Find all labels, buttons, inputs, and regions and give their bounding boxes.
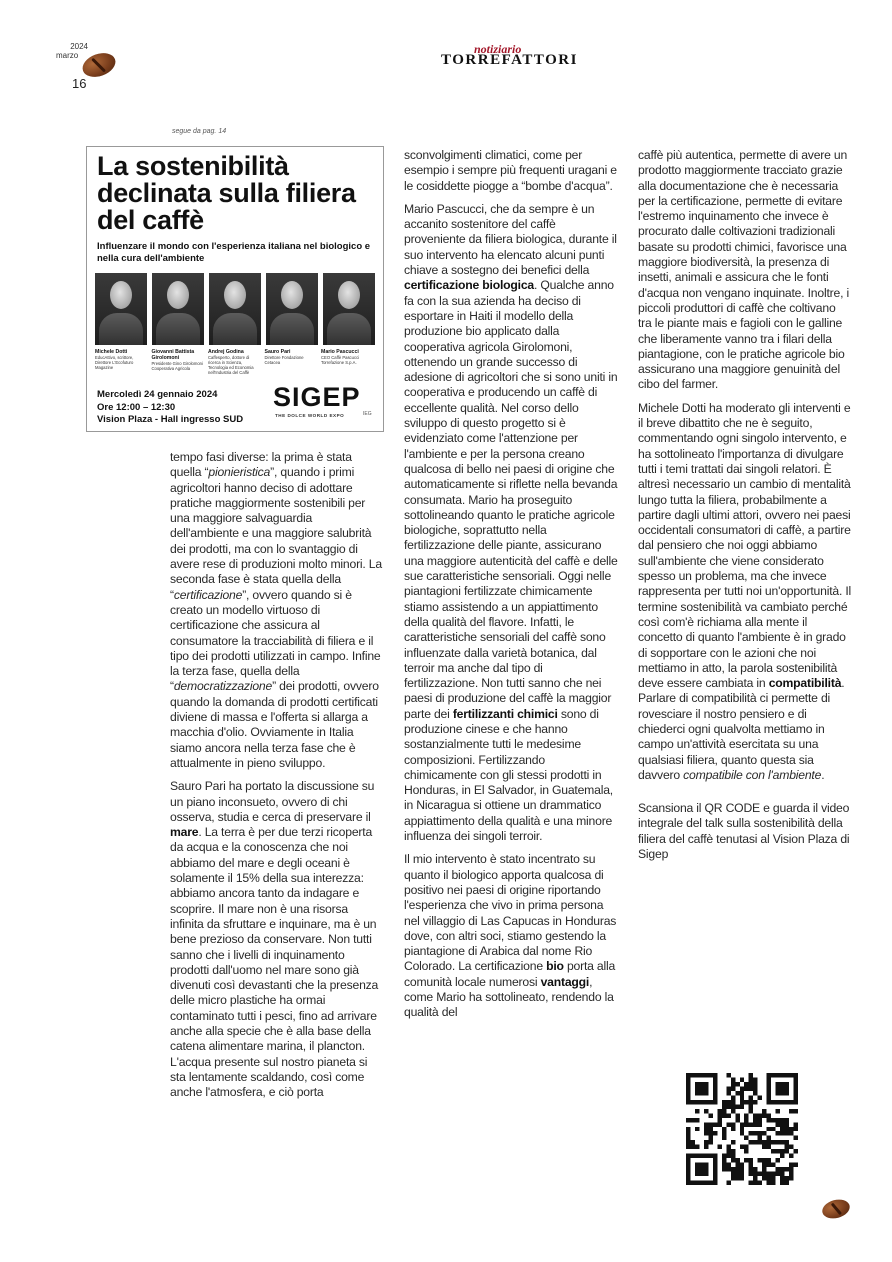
speaker-role: Direttore Fondazione Cetacea [264,355,304,365]
speaker-caption [321,349,375,375]
speaker-photos [95,273,375,345]
speaker-photo [95,273,147,345]
speaker-role: Caffesperto, dottore di ricerca in Scienza, Tecnologia ed Economia nell'Industria del Caffè [208,355,254,375]
speaker-role: CEO Caffè Pascucci Torrefazione S.p.A. [321,355,360,365]
poster-subtitle: Influenzare il mondo con l'esperienza italiana nel biologico e nella cura dell'ambiente [97,241,371,264]
page-number: 16 [72,76,87,91]
brand-notiziario: notiziario [474,42,522,56]
speaker-caption [152,349,206,375]
speaker-caption [265,349,319,375]
issue-month: marzo [56,51,79,60]
speaker-name: Michele Dotti [95,349,128,355]
sigep-tagline: THE DOLCE WORLD EXPO [275,413,345,418]
speaker-name: Sauro Pari [264,349,291,355]
issue-year: 2024 [70,42,88,51]
sigep-logo: SIGEP [273,382,361,412]
paragraph: sconvolgimenti climatici, come per esempio i sempre più frequenti uragani e le cosiddette piogge a “bombe d'acqua”. [404,148,617,193]
speaker-name: Andrej Godina [208,349,244,355]
article-column-2 [404,148,618,1029]
paragraph: caffè più autentica, permette di avere un prodotto maggiormente tracciato grazie alla documentazione che è necessaria per la certificazione, permette di evitare l'estremo inquinamento che invece è procurato dalle coltivazioni tradizionali basate su prodotti chimici, favorisce una maggiore biodiversità, la presenza di insetti, animali e assicura che le fonti d'acqua non vengano inquinate. Inoltre, i piccoli produttori di caffè che coltivano tra le piante mais e fagioli con le galline che liberamente vanno tra i filari della piantagione, con le pratiche agricole bio assicurano una maggiore genuinità del cibo del farmer. [638,148,849,392]
article-column-1 [170,450,384,1108]
event-details [97,389,243,427]
article-column-3 [638,148,852,870]
speaker-photo [266,273,318,345]
paragraph: Mario Pascucci, che da sempre è un accanito sostenitore del caffè proveniente da filiera biologica, durante il suo intervento ha elencato alcuni punti chiave a sostegno dei benefici della certificazione biologica. Qualche anno fa con la sua azienda ha deciso di esportare in Haiti il modello della produzione bio applicato dalla cooperativa agricola Girolomoni, ottenendo un grande successo di adesione di agricoltori che si sono uniti in cooperativa e producendo un caffè di eccellente qualità. Nel corso dello sviluppo di questo progetto si è evidenziato come l'attenzione per l'ambiente e per la persona creano qualcosa di bello nei paesi di origine che automaticamente si riflette nella bevanda consumata. Mario ha proseguito sottolineando quanto le pratiche agricole biologiche, soprattutto nella fertilizzazione delle piante, assicurano una maggiore autenticità del caffè e delle sue caratteristiche sensoriali. Oggi nelle piantagioni fertilizzate chimicamente stiamo assistendo a un appiattimento della qualità del flavore. Infatti, le caratteristiche sensoriali del caffè sono influenzate dalla varietà botanica, dal terroir ma anche dal tipo di fertilizzazione. Non tutti sanno che nei paesi di produzione del caffè la maggior parte dei fertilizzanti chimici sono di produzione cinese e che hanno sostanzialmente tutti le medesime composizioni. Fertilizzando chimicamente con gli stessi prodotti in Honduras, in El Salvador, in Guatemala, in Nicaragua si ottiene un drammatico appiattimento della qualità e una minore influenza dei singoli terroir. [404,201,618,844]
coffee-bean-icon [820,1197,852,1222]
speaker-names [95,349,375,375]
continued-note: segue da pag. 14 [172,128,227,135]
paragraph: Il mio intervento è stato incentrato su quanto il biologico apporta qualcosa di positivo nei paesi di origine riportando l'esperienza che vivo in prima persona nel villaggio di Las Capucas in Honduras dove, con altri soci, stiamo gestendo la piantagione di Arabica dal nome Rio Colorado. La certificazione bio porta alla comunità locale numerosi vantaggi, come Mario ha sottolineato, rendendo la qualità del [404,852,617,1020]
paragraph: tempo fasi diverse: la prima è stata quella “pionieristica”, quando i primi agricoltori hanno deciso di adottare pratiche maggiormente sostenibili per una maggiore salvaguardia dell'ambiente e una maggiore salubrità dei prodotti, ma con lo svantaggio di avere rese di produzioni molto minori. La seconda fase è stata quella della “certificazione”, ovvero quando si è creato un modello virtuoso di certificazione che assicura al consumatore la tracciabilità di filiera e il tipo dei prodotti utilizzati in campo. Infine la terza fase, quella della “democratizzazione” dei prodotti, ovvero quando la domanda di prodotti certificati diviene di massa e l'offerta si allarga a macchia d'olio. Ovviamente in Italia siamo ancora nella terza fase che è attualmente in pieno sviluppo. [170,450,382,770]
speaker-photo [152,273,204,345]
paragraph: Sauro Pari ha portato la discussione su un piano inconsueto, ovvero di chi osserva, studia e cerca di preservare il mare. La terra è per due terzi ricoperta da acqua e la conoscenza che noi abbiamo del mare e degli oceani è solamente il 15% della sua interezza: abbiamo ancora tanto da indagare e scoprire. Il mare non è una risorsa infinita da sfruttare e inquinare, ma è un bene prezioso da conservare. Non tutti sanno che i livelli di inquinamento prodotti dall'uomo nel mare sono già divenuti così devastanti che la presenza delle micro plastiche ha ormai contaminato tutti i pesci, fino ad arrivare anche alla specie che è alla base della catena alimentare marina, il plancton. L'acqua presente sul nostro pianeta si sta lentamente scaldando, così come anche l'atmosfera, e ciò porta [170,779,379,1100]
event-place: Vision Plaza - Hall ingresso SUD [97,414,244,425]
speaker-name: Giovanni Battista Girolomoni [151,349,195,361]
speaker-role: Presidente Gino Girolomoni Cooperativa Agricola [151,361,203,371]
ieg-mark: IEG [363,411,372,417]
speaker-caption [95,349,149,375]
speaker-role: EducAttivo, scrittore, Direttore L'Ecofuturo Magazine [95,355,134,370]
speaker-photo [209,273,261,345]
event-date: Mercoledì 24 gennaio 2024 [97,389,218,400]
event-time: Ore 12:00 – 12:30 [97,401,176,413]
speaker-caption [208,349,262,375]
qr-instructions: Scansiona il QR CODE e guarda il video integrale del talk sulla sostenibilità della filiera del caffè tenutasi al Vision Plaza di Sigep [638,801,850,862]
speaker-name: Mario Pascucci [321,349,359,355]
event-poster [86,146,384,432]
speaker-photo [323,273,375,345]
paragraph: Michele Dotti ha moderato gli interventi e il breve dibattito che ne è seguito, commentando ogni singolo intervento, e ha sottolineato l'importanza di divulgare tutti i temi trattati dai singoli relatori. È altresì necessario un cambio di mentalità lungo tutta la filiera, probabilmente a partire dagli ultimi attori, ovvero nei paesi occidentali consumatori di caffè, a partire dal pensiero che noi oggi abbiamo sull'ambiente che viene considerato spesso un problema, ma che invece rappresenta per tutti noi un'opportunità. Il termine sostenibilità va cambiato perché così com'è richiama alla mente il concetto di quanto l'ambiente è in grado di sopportare con le azioni che noi mettiamo in atto, la parola sostenibilità deve essere cambiata in compatibilità. Parlare di compatibilità ci permette di rovesciare il nostro pensiero e di chiederci ogni qualvolta mettiamo in campo un'attività esercitata su una qualsiasi filiera, quanto questa sia davvero compatibile con l'ambiente. [638,400,852,782]
brand-torrefattori: TORREFATTORI [441,52,578,68]
poster-title: La sostenibilità declinata sulla filiera del caffè [97,151,356,235]
qr-code-icon[interactable] [686,1073,798,1185]
